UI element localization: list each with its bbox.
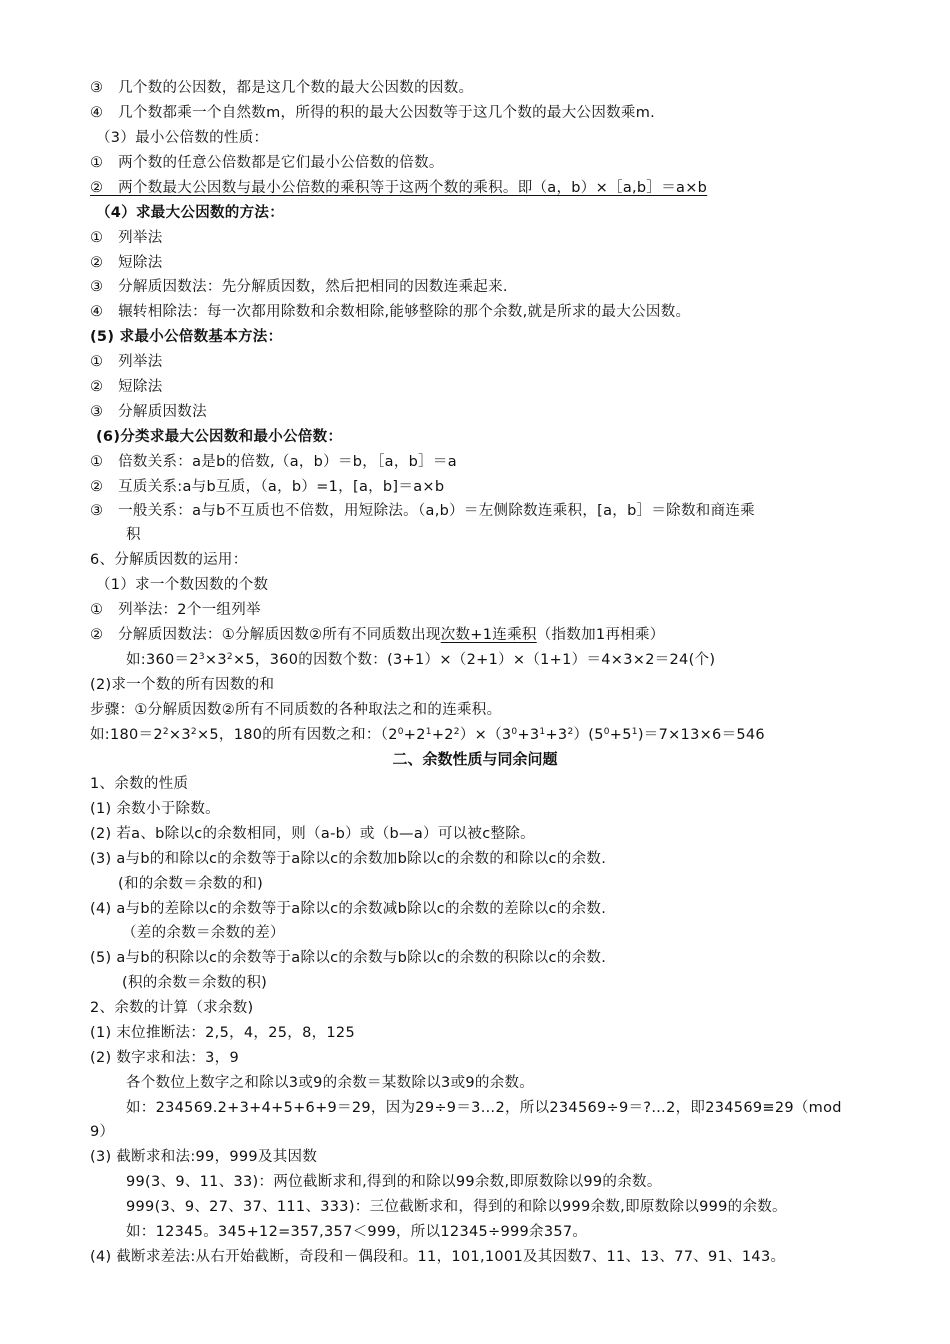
text-segment: +3 — [545, 727, 568, 743]
exponent: 1 — [425, 727, 432, 737]
remainder-property-4: (4) a与b的差除以c的余数等于a除以c的余数减b除以c的余数的差除以c的余数. — [90, 901, 607, 917]
remainder-property-5: (5) a与b的积除以c的余数等于a除以c的余数与b除以c的余数的积除以c的余数. — [90, 950, 607, 966]
text-segment: 如:180＝2 — [90, 727, 163, 743]
remainder-calc-4: (4) 截断求差法:从右开始截断，奇段和－偶段和。11，101,1001及其因数7、11、13、77、91、143。 — [90, 1249, 786, 1265]
text-segment: +5 — [609, 727, 632, 743]
remainder-calc-heading: 2、余数的计算（求余数) — [90, 1000, 254, 1016]
exponent: 1 — [631, 727, 638, 737]
exponent: 3 — [198, 652, 205, 662]
remainder-properties-heading: 1、余数的性质 — [90, 776, 189, 792]
exponent: 0 — [603, 727, 610, 737]
text-segment: ② 分解质因数法：①分解质因数②所有不同质数出现 — [90, 627, 441, 643]
relation-coprime: ② 互质关系:a与b互质，（a，b）=1，[a，b]＝a×b — [90, 479, 445, 495]
lcm-method-2: ② 短除法 — [90, 379, 163, 395]
factorization-usage-heading: 6、分解质因数的运用： — [90, 552, 248, 568]
classification-heading: (6)分类求最大公因数和最小公倍数： — [96, 429, 343, 445]
lcm-property-1: ① 两个数的任意公倍数都是它们最小公倍数的倍数。 — [90, 155, 444, 171]
text-segment: ×3 — [204, 652, 227, 668]
remainder-calc-3-example: 如：12345。345+12=357,357＜999，所以12345÷999余357。 — [126, 1224, 588, 1240]
exponent: 2 — [226, 652, 233, 662]
text-segment: )＝7×13×6＝546 — [637, 727, 765, 743]
remainder-property-2: (2) 若a、b除以c的余数相同，则（a-b）或（b—a）可以被c整除。 — [90, 826, 535, 842]
divisor-count-example — [126, 650, 715, 670]
divisor-count-method-1: ① 列举法：2个一组列举 — [90, 602, 261, 618]
divisor-sum-steps: 步骤：①分解质因数②所有不同质数的各种取法之和的连乘积。 — [90, 702, 502, 718]
text-segment: ×5，360的因数个数：(3+1）×（2+1）×（1+1）＝4×3×2＝24(个) — [232, 652, 716, 668]
exponent: 2 — [453, 727, 460, 737]
text-segment: （指数加1再相乘） — [536, 627, 665, 643]
gcd-method-2: ② 短除法 — [90, 255, 163, 271]
divisor-sum-example — [90, 725, 765, 745]
divisor-sum-heading: (2)求一个数的所有因数的和 — [90, 677, 275, 693]
text-segment: +2 — [403, 727, 426, 743]
exponent: 2 — [190, 727, 197, 737]
remainder-property-5-note: (积的余数＝余数的积) — [122, 975, 268, 991]
remainder-calc-1: (1) 末位推断法：2,5，4，25，8，125 — [90, 1025, 355, 1041]
remainder-calc-2-example: 如：234569.2+3+4+5+6+9＝29，因为29÷9＝3…2，所以234569÷9＝?…2，即234569≡29（mod — [126, 1100, 842, 1116]
text-segment: ）×（3 — [459, 727, 512, 743]
text-segment: ×5，180的所有因数之和：（2 — [196, 727, 398, 743]
remainder-calc-2: (2) 数字求和法：3，9 — [90, 1050, 239, 1066]
text-segment: 如:360＝2 — [126, 652, 199, 668]
exponent: 0 — [397, 727, 404, 737]
exponent: 2 — [567, 727, 574, 737]
divisor-count-heading: （1）求一个数因数的个数 — [96, 577, 269, 593]
remainder-property-4-note: （差的余数＝余数的差） — [122, 925, 285, 941]
exponent: 2 — [162, 727, 169, 737]
gcd-methods-heading: （4）求最大公因数的方法： — [96, 205, 284, 221]
relation-multiple: ① 倍数关系：a是b的倍数,（a，b）＝b，［a，b］＝a — [90, 454, 457, 470]
exponent: 0 — [511, 727, 518, 737]
remainder-calc-2-rule: 各个数位上数字之和除以3或9的余数＝某数除以3或9的余数。 — [126, 1075, 535, 1091]
gcd-method-4: ④ 辗转相除法：每一次都用除数和余数相除,能够整除的那个余数,就是所求的最大公因数。 — [90, 304, 691, 320]
lcm-property-2: ② 两个数最大公因数与最小公倍数的乘积等于这两个数的乘积。即（a，b）×［a,b］＝a×b — [90, 180, 708, 196]
lcm-method-3: ③ 分解质因数法 — [90, 404, 207, 420]
text-segment: ×3 — [168, 727, 191, 743]
divisor-count-method-2 — [90, 625, 665, 645]
gcd-method-3: ③ 分解质因数法：先分解质因数，然后把相同的因数连乘起来. — [90, 279, 508, 295]
remainder-property-3: (3) a与b的和除以c的余数等于a除以c的余数加b除以c的余数的和除以c的余数. — [90, 851, 607, 867]
remainder-calc-3: (3) 截断求和法:99，999及其因数 — [90, 1149, 318, 1165]
text-segment: ）(5 — [573, 727, 604, 743]
relation-general-cont: 积 — [126, 527, 141, 543]
lcm-properties-heading: （3）最小公倍数的性质： — [96, 130, 269, 146]
remainder-calc-3-rule-99: 99(3、9、11、33)：两位截断求和,得到的和除以99余数,即原数除以99的余数。 — [126, 1174, 662, 1190]
lcm-methods-heading: (5) 求最小公倍数基本方法： — [90, 329, 283, 345]
remainder-property-3-note: (和的余数＝余数的和) — [118, 876, 264, 892]
text-segment: +2 — [431, 727, 454, 743]
remainder-calc-3-rule-999: 999(3、9、27、37、111、333)：三位截断求和，得到的和除以999余数,即原数除以999的余数。 — [126, 1199, 787, 1215]
text-segment: +3 — [517, 727, 540, 743]
remainder-property-1: (1) 余数小于除数。 — [90, 801, 220, 817]
remainder-calc-2-example-cont: 9） — [90, 1124, 115, 1140]
gcd-property-3: ③ 几个数的公因数，都是这几个数的最大公因数的因数。 — [90, 80, 474, 96]
gcd-property-4: ④ 几个数都乘一个自然数m，所得的积的最大公因数等于这几个数的最大公因数乘m. — [90, 105, 656, 121]
gcd-method-1: ① 列举法 — [90, 230, 163, 246]
relation-general: ③ 一般关系：a与b不互质也不倍数，用短除法。（a,b）＝左侧除数连乘积，[a，b］＝除数和商连乘 — [90, 503, 755, 519]
section-heading: 二、余数性质与同余问题 — [392, 750, 558, 768]
exponent: 1 — [539, 727, 546, 737]
lcm-method-1: ① 列举法 — [90, 354, 163, 370]
underlined-segment: 次数+1连乘积 — [440, 627, 537, 643]
